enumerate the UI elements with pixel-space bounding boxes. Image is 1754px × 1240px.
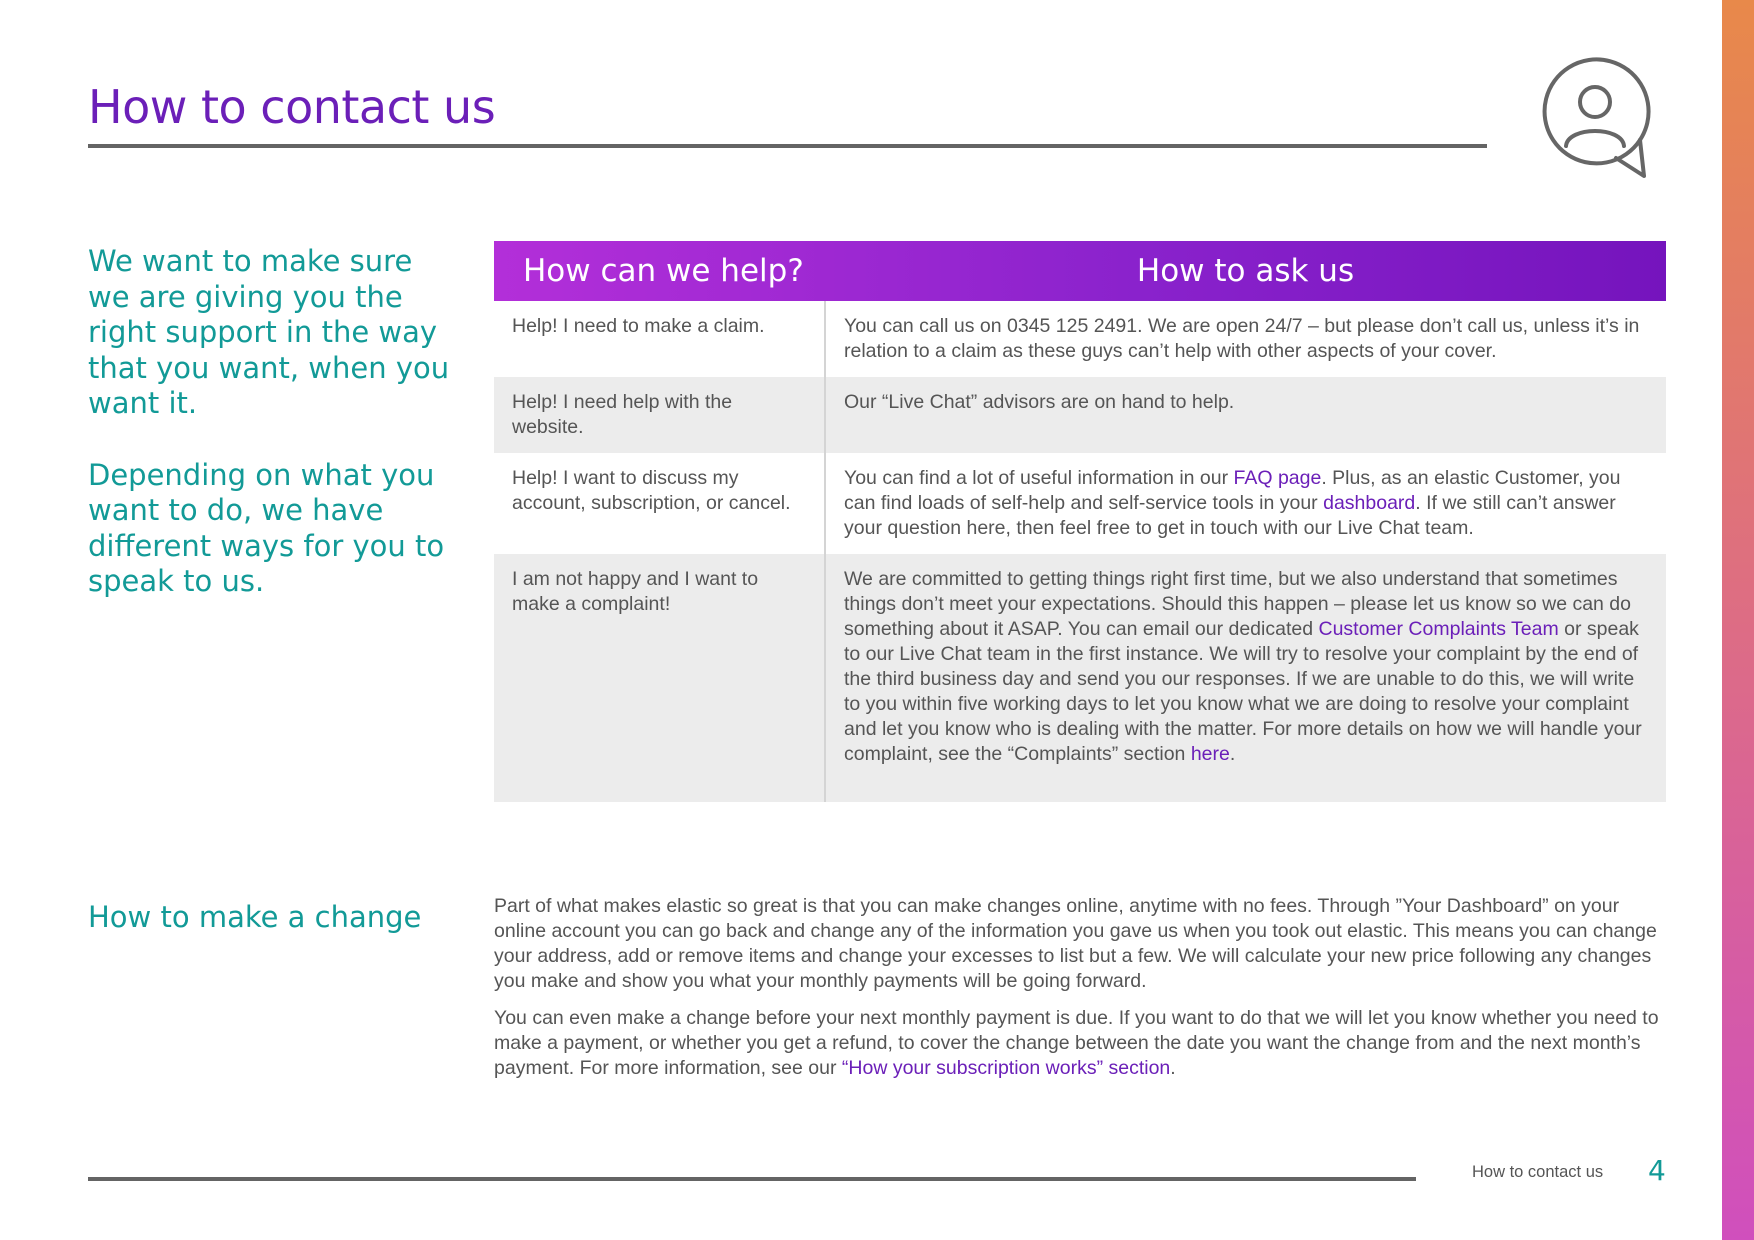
- answer-cell: You can call us on 0345 125 2491. We are open 24/7 – but please don’t call us, unless it’s in relation to a claim as these guys can’t help with other aspects of your cover.: [844, 315, 1640, 362]
- answer-text: .: [1229, 743, 1236, 765]
- question-cell: Help! I need help with the website.: [494, 377, 825, 453]
- intro-text: [88, 244, 458, 636]
- answer-cell: [825, 554, 1666, 802]
- answer-text: . If we still can’t answer your question here, then feel free to get in touch with our Live Chat team.: [844, 492, 1616, 539]
- table-header-row: [494, 241, 1666, 301]
- answer-text: We are committed to getting things right first time, but we also understand that sometimes things don’t meet your expectations. Should this happen – please let us know so we can do something about it ASAP. You can email our dedicated: [844, 568, 1631, 640]
- intro-paragraph: We want to make sure we are giving you the right support in the way that you want, when you want it.: [88, 244, 450, 420]
- page-number: 4: [1648, 1154, 1666, 1187]
- contact-options-table: [494, 241, 1666, 802]
- answer-cell: [825, 453, 1666, 554]
- dashboard-link[interactable]: dashboard: [1323, 492, 1416, 514]
- table-row: [494, 301, 1666, 377]
- make-change-body: [494, 894, 1670, 1093]
- question-cell: Help! I need to make a claim.: [494, 301, 825, 377]
- section-heading-make-change: How to make a change: [88, 900, 422, 934]
- answer-cell: Our “Live Chat” advisors are on hand to help.: [825, 377, 1666, 453]
- answer-text: or speak to our Live Chat team in the first instance. We will try to resolve your complaint by the end of the third business day and send you our responses. If we are unable to do this, we will write to you within five working days to let you know what we are doing to resolve your complaint and let you know who is dealing with the matter. For more details on how we will handle your complaint, see the “Complaints” section: [844, 618, 1642, 765]
- question-cell: Help! I want to discuss my account, subscription, or cancel.: [494, 453, 825, 554]
- footer-section-label: How to contact us: [1472, 1163, 1604, 1181]
- table-row: [494, 453, 1666, 554]
- answer-text: . Plus, as an elastic Customer, you can find loads of self-help and self-service tools in your: [844, 467, 1621, 514]
- column-header-ask: How to ask us: [1136, 252, 1355, 289]
- page-title: How to contact us: [88, 80, 496, 134]
- customer-complaints-team-link[interactable]: Customer Complaints Team: [1318, 618, 1559, 640]
- intro-paragraph: Depending on what you want to do, we have different ways for you to speak to us.: [88, 457, 445, 598]
- complaints-section-link[interactable]: here: [1190, 743, 1230, 765]
- chat-user-icon: [1536, 54, 1654, 178]
- column-header-help: How can we help?: [523, 252, 804, 289]
- footer-divider: [88, 1177, 1416, 1181]
- title-divider: [88, 144, 1487, 148]
- body-paragraph: [494, 1006, 1670, 1081]
- body-text: You can even make a change before your next monthly payment is due. If you want to do that we will let you know whether you need to make a payment, or whether you get a refund, to cover the change between the date you want the change from and the next month’s payment. For more information, see our: [494, 1007, 1659, 1079]
- faq-page-link[interactable]: FAQ page: [1233, 467, 1322, 489]
- subscription-section-link[interactable]: “How your subscription works” section: [841, 1057, 1171, 1079]
- body-text: .: [1170, 1057, 1176, 1079]
- body-paragraph: Part of what makes elastic so great is that you can make changes online, anytime with no fees. Through ”Your Dashboard” on your online account you can go back and change any of the information you gave us when you took out elastic. This means you can change your address, add or remove items and change your excesses to list but a few. We will calculate your new price following any changes you make and show you what your monthly payments will be going forward.: [494, 895, 1657, 992]
- answer-text: You can find a lot of useful information in our: [844, 467, 1234, 489]
- decorative-side-stripe: [1722, 0, 1754, 1240]
- table-row: [494, 377, 1666, 453]
- question-cell: I am not happy and I want to make a complaint!: [494, 554, 825, 802]
- table-row: [494, 554, 1666, 802]
